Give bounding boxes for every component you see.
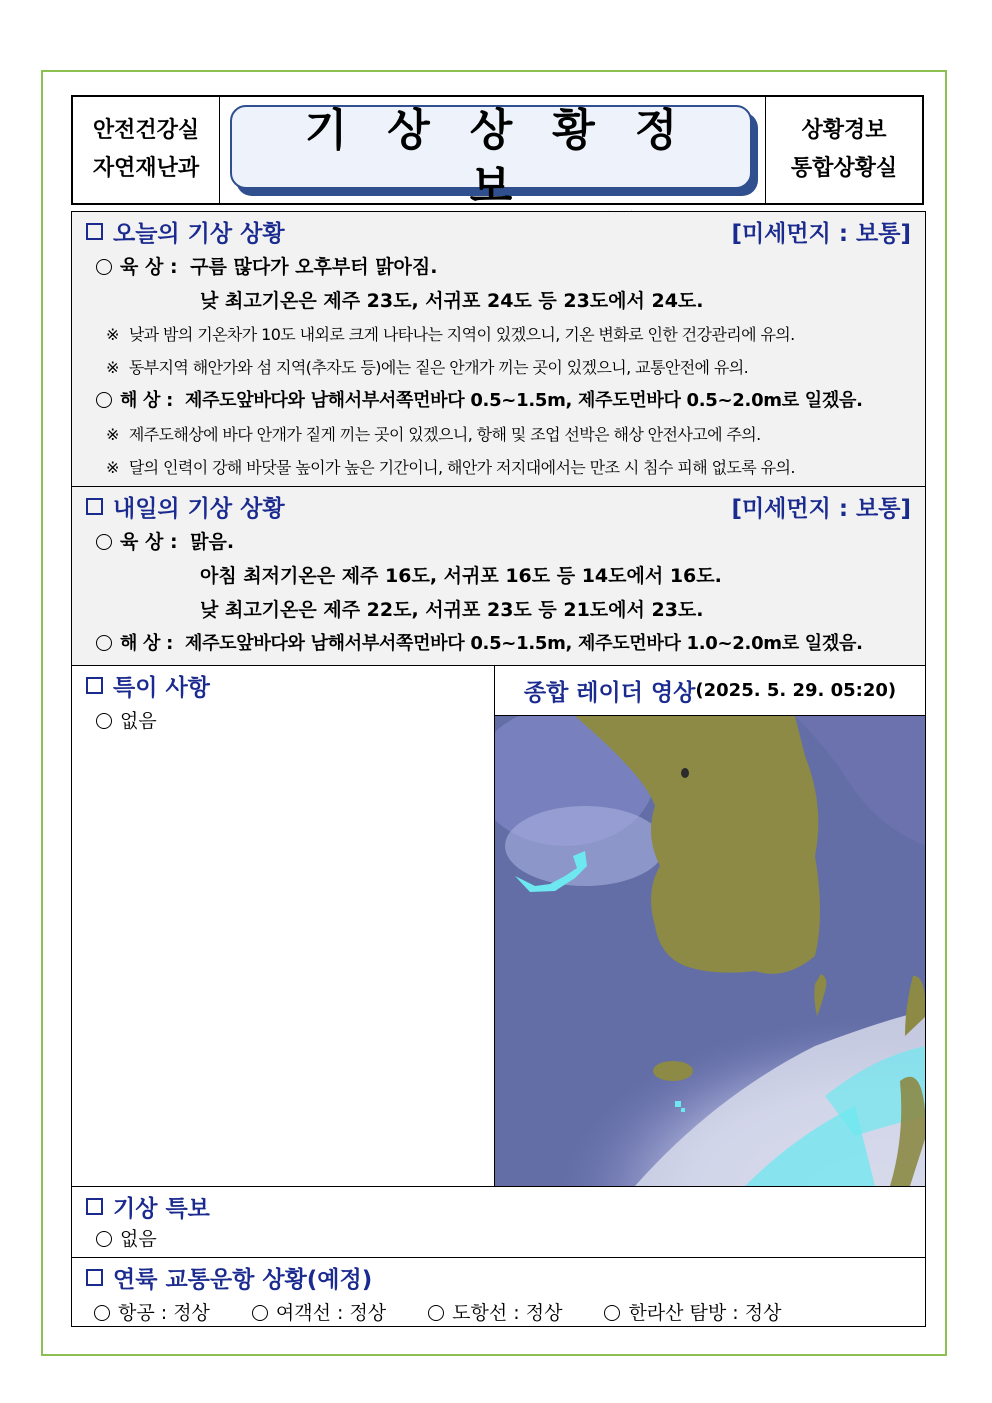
tomorrow-land-line3: 낮 최고기온은 제주 22도, 서귀포 23도 등 21도에서 23도.: [200, 599, 704, 621]
transport-header: [72, 1258, 925, 1296]
today-sea-line: 제주도앞바다와 남해서부서쪽먼바다 0.5~1.5m, 제주도먼바다 0.5~2.0m로 일겠음.: [184, 390, 863, 411]
today-section: [72, 212, 925, 486]
note-mark: ※: [106, 358, 119, 377]
transport-ferry: [252, 1296, 386, 1330]
radar-datetime: (2025. 5. 29. 05:20): [695, 680, 897, 701]
transport-island-text: 도항선 : 정상: [452, 1302, 563, 1324]
radar-map: [495, 716, 925, 1186]
radar-image: [494, 716, 925, 1186]
today-note4-row: [72, 451, 925, 484]
warning-item-row: [72, 1225, 925, 1253]
transport-ferry-text: 여객선 : 정상: [275, 1302, 387, 1324]
today-dust: [미세먼지 : 보통]: [731, 220, 911, 247]
today-sea-label: 해 상 :: [120, 390, 174, 411]
transport-air-text: 항공 : 정상: [118, 1302, 210, 1324]
today-heading: 오늘의 기상 상황: [113, 220, 285, 247]
dept-right-line1: 상황경보: [801, 118, 887, 143]
today-note3: 제주도해상에 바다 안개가 짙게 끼는 곳이 있겠으니, 항해 및 조업 선박은 해상 안전사고에 주의.: [128, 425, 761, 444]
today-header: [72, 212, 925, 250]
circle-bullet-icon: [428, 1305, 444, 1321]
transport-air: [94, 1296, 210, 1330]
circle-bullet-icon: [96, 1231, 112, 1247]
dept-right: [765, 97, 922, 203]
title-cell: [219, 97, 767, 212]
checkbox-icon: [86, 1198, 103, 1215]
tomorrow-dust: [미세먼지 : 보통]: [731, 495, 911, 522]
note-mark: ※: [106, 425, 119, 444]
checkbox-icon: [86, 223, 103, 240]
radar-title: [494, 666, 925, 716]
circle-bullet-icon: [96, 534, 112, 550]
special-heading: 특이 사항: [113, 674, 210, 701]
today-note2: 동부지역 해안가와 섬 지역(추자도 등)에는 짙은 안개가 끼는 곳이 있겠으니, 교통안전에 유의.: [128, 358, 749, 377]
header: [71, 95, 924, 212]
tomorrow-land-line1: 맑음.: [190, 531, 235, 553]
tomorrow-sea-label: 해 상 :: [120, 633, 174, 654]
special-header: [72, 666, 494, 704]
checkbox-icon: [86, 677, 103, 694]
warning-item: 없음: [120, 1228, 157, 1250]
circle-bullet-icon: [96, 259, 112, 275]
circle-bullet-icon: [252, 1305, 268, 1321]
today-land-label: 육 상 :: [120, 256, 178, 278]
main-table: [71, 211, 926, 1327]
tomorrow-header: [72, 487, 925, 525]
checkbox-icon: [86, 498, 103, 515]
tomorrow-heading: 내일의 기상 상황: [113, 495, 285, 522]
warning-header: [72, 1187, 925, 1225]
warning-section: [72, 1187, 925, 1257]
today-note2-row: [72, 351, 925, 384]
tomorrow-sea-line: 제주도앞바다와 남해서부서쪽먼바다 0.5~1.5m, 제주도먼바다 1.0~2.0m로 일겠음.: [184, 633, 863, 654]
dept-left-line2: 자연재난과: [92, 156, 200, 181]
checkbox-icon: [86, 1269, 103, 1286]
tomorrow-land-label: 육 상 :: [120, 531, 178, 553]
special-item-row: [72, 704, 494, 738]
circle-bullet-icon: [96, 713, 112, 729]
circle-bullet-icon: [604, 1305, 620, 1321]
today-land-row: [72, 250, 925, 284]
radar-title-text: 종합 레이더 영상: [523, 680, 696, 706]
dept-left: [73, 97, 219, 203]
tomorrow-land-line2: 아침 최저기온은 제주 16도, 서귀포 16도 등 14도에서 16도.: [200, 565, 722, 587]
circle-bullet-icon: [94, 1305, 110, 1321]
special-item: 없음: [120, 710, 157, 732]
today-land-line2: 낮 최고기온은 제주 23도, 서귀포 24도 등 23도에서 24도.: [200, 290, 704, 312]
transport-hallasan-text: 한라산 탐방 : 정상: [628, 1302, 782, 1324]
transport-island: [428, 1296, 562, 1330]
circle-bullet-icon: [96, 392, 112, 408]
dept-right-line2: 통합상황실: [790, 156, 898, 181]
dept-left-line1: 안전건강실: [92, 118, 200, 143]
title-box: [230, 105, 752, 212]
special-section: [72, 666, 494, 1186]
today-sea-row: [72, 384, 925, 418]
transport-heading: 연륙 교통운항 상황(예정): [113, 1266, 373, 1293]
note-mark: ※: [106, 325, 119, 344]
today-note3-row: [72, 418, 925, 451]
today-note1: 낮과 밤의 기온차가 10도 내외로 크게 나타나는 지역이 있겠으니, 기온 변화로 인한 건강관리에 유의.: [128, 325, 795, 344]
warning-heading: 기상 특보: [113, 1195, 210, 1222]
tomorrow-sea-row: [72, 627, 925, 661]
today-note4: 달의 인력이 강해 바닷물 높이가 높은 기간이니, 해안가 저지대에서는 만조 시 침수 피해 없도록 유의.: [128, 458, 795, 477]
transport-section: [72, 1258, 925, 1328]
note-mark: ※: [106, 458, 119, 477]
transport-hallasan: [604, 1296, 781, 1330]
today-note1-row: [72, 318, 925, 351]
tomorrow-section: [72, 487, 925, 665]
today-land-line1: 구름 많다가 오후부터 맑아짐.: [190, 256, 438, 278]
circle-bullet-icon: [96, 635, 112, 651]
page-title: 기상상황정보: [304, 105, 718, 212]
transport-row: [72, 1296, 925, 1330]
tomorrow-land-row: [72, 525, 925, 559]
